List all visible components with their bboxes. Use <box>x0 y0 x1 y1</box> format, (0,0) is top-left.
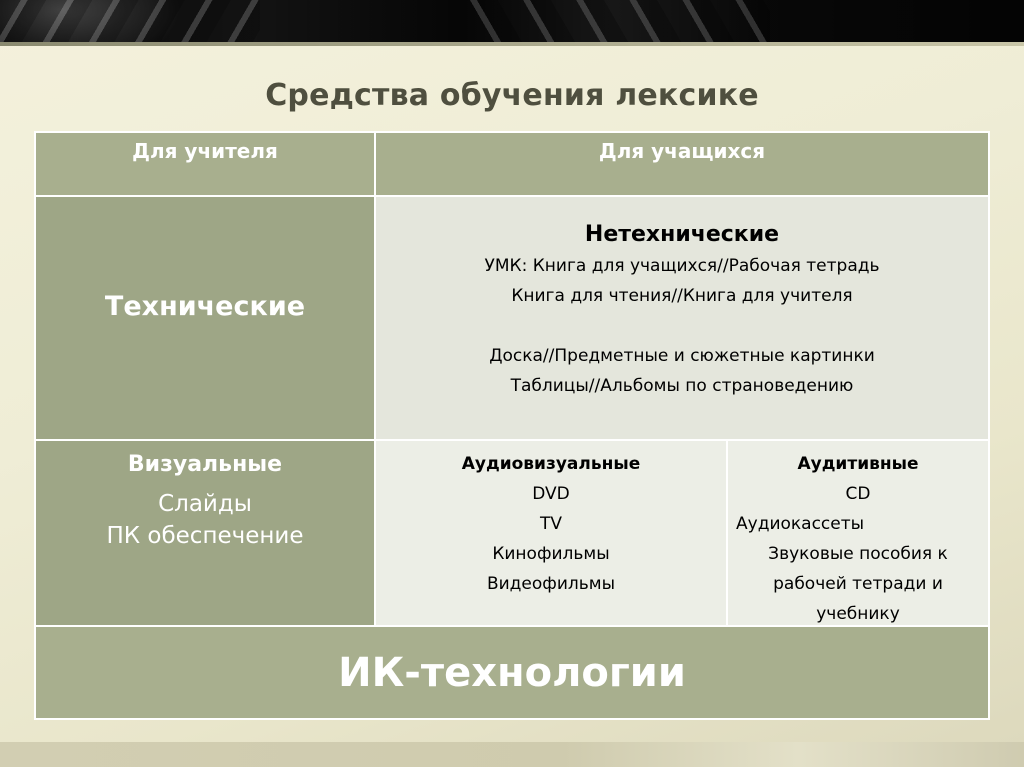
slide-title: Средства обучения лексике <box>265 78 759 113</box>
technical-label: Технические <box>104 290 306 322</box>
spacer <box>376 311 988 341</box>
audiovisual-item: TV <box>539 514 562 534</box>
visual-cell <box>36 441 374 625</box>
decorative-footer-strip <box>0 742 1024 767</box>
non-technical-line: Книга для чтения//Книга для учителя <box>511 286 853 306</box>
ict-cell <box>36 627 988 718</box>
visual-heading: Визуальные <box>127 452 283 477</box>
header-teacher-label: Для учителя <box>132 139 278 163</box>
non-technical-cell <box>376 197 988 439</box>
audiovisual-item: Видеофильмы <box>486 574 616 594</box>
teaching-aids-table <box>34 131 990 720</box>
auditory-item: Аудиокассеты <box>736 514 865 534</box>
auditory-heading: Аудитивные <box>797 454 919 474</box>
wheel-image-left <box>0 0 260 44</box>
auditory-cell <box>728 441 988 625</box>
header-students-label: Для учащихся <box>598 139 766 163</box>
audiovisual-heading: Аудиовизуальные <box>461 454 641 474</box>
auditory-item: CD <box>845 484 871 504</box>
technical-cell <box>36 197 374 439</box>
decorative-header-band <box>0 0 1024 44</box>
non-technical-line: УМК: Книга для учащихся//Рабочая тетрадь <box>484 256 880 276</box>
audiovisual-cell <box>376 441 726 625</box>
header-students-cell <box>376 133 988 195</box>
audiovisual-item: Кинофильмы <box>492 544 610 564</box>
wheel-image-center <box>470 0 770 44</box>
auditory-item: учебнику <box>816 604 900 624</box>
visual-item: Слайды <box>158 491 252 517</box>
ict-label: ИК-технологии <box>338 649 686 696</box>
non-technical-line: Таблицы//Альбомы по страноведению <box>510 376 854 396</box>
visual-item: ПК обеспечение <box>106 523 304 549</box>
non-technical-line: Доска//Предметные и сюжетные картинки <box>489 346 875 366</box>
header-teacher-cell <box>36 133 374 195</box>
non-technical-heading: Нетехнические <box>584 222 780 247</box>
header-divider <box>0 42 1024 46</box>
audiovisual-item: DVD <box>532 484 570 504</box>
auditory-item: рабочей тетради и <box>773 574 943 594</box>
auditory-item: Звуковые пособия к <box>768 544 948 564</box>
